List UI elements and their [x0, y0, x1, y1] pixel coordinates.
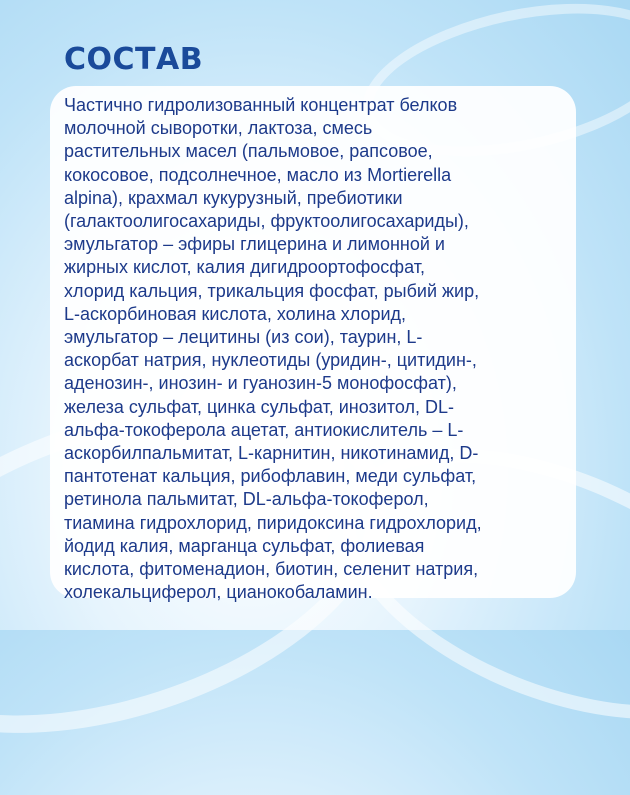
ingredients-text: Частично гидролизованный концентрат белков молочной сыворотки, лактоза, смесь растительных масел (пальмовое, рапсовое, кокосовое, подсолнечное, масло из Mortierella alpina), крахмал кукурузный, пребиотики (галактоолигосахариды, фруктоолигосахариды), эмульгатор – эфиры глицерина и лимонной и жирных кислот, калия дигидроортофосфат, хлорид кальция, трикальция фосфат, рыбий жир, L-аскорбиновая кислота, холина хлорид, эмульгатор – лецитины (из сои), таурин, L- аскорбат натрия, нуклеотиды (уридин-, цитидин-, аденозин-, инозин- и гуанозин-5 монофосфат), железа сульфат, цинка сульфат, инозитол, DL- альфа-токоферола ацетат, антиокислитель – L- аскорбилпальмитат, L-карнитин, никотинамид, D- пантотенат кальция, рибофлавин, меди сульфат, ретинола пальмитат, DL-альфа-токоферол, тиамина гидрохлорид, пиридоксина гидрохлорид, йодид калия, марганца сульфат, фолиевая кислота, фитоменадион, биотин, селенит натрия, холекальциферол, цианокобаламин. — [64, 95, 482, 603]
page-title: СОСТАВ — [64, 42, 204, 77]
ingredients-panel — [50, 86, 576, 603]
